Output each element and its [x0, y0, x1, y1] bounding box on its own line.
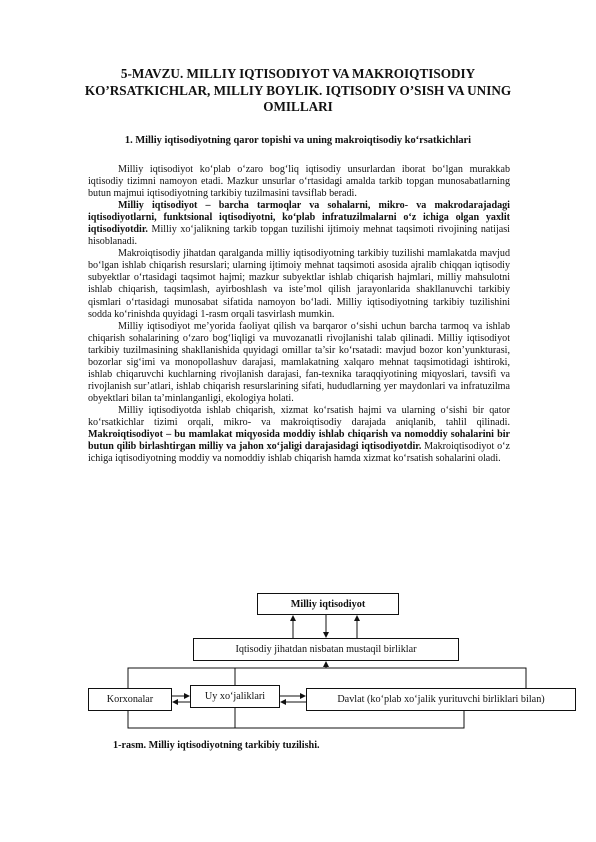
paragraph-4: Milliy iqtisodiyot me’yorida faoliyat qilish va barqaror o‘sishi uchun barcha tarmoq va ishlab chiqarish sohalarining o‘zaro bog‘liqligi va muvozanatli rivojlanishi talab qilinadi. Milliy iqtisodiyot tarkibiy tuzilmasining shakllanishida quyidagi omillar ta’sir ko‘rsatadi: mavjud bozor kon’yunkturasi, bozorlar sig‘imi va monopollashuv darajasi, mamlakatning xalqaro mehnat taqsimotidagi ishtiroki, ishlab chiqaruvchi kuchlarning rivojlanish darajasi, fan-texnika taraqqiyotining miqyoslari, tavsifi va rivojlanish sur’atlari, ishlab chiqarish resurslarining sifati, hududlarning yer maydonlari va infratuzilma obyektlari bilan ta’minlanganligi, ekologiya holati.	[88, 320, 510, 404]
diagram-box-uy-xojaliklari: Uy xo‘jaliklari	[190, 685, 280, 708]
paragraph-2	[88, 200, 510, 248]
paragraph-5-start: Milliy iqtisodiyotda ishlab chiqarish, xizmat ko‘rsatish hajmi va ularning o‘sishi bir qator ko‘rsatkichlar tizimi orqali, mikro- va makroiqtisodiy darajada aniqlanib, tahlil qilinadi.	[88, 404, 510, 428]
diagram-box-davlat: Davlat (ko‘plab xo‘jalik yurituvchi birliklari bilan)	[306, 688, 576, 711]
definition-makroiqtisodiyot: Makroiqtisodiyot – bu mamlakat miqyosida moddiy ishlab chiqarish va nomoddiy sohalarini bir butun qilib birlashtirgan milliy va jahon xo‘jaligi darajasidagi iqtisodiyotdir.	[88, 429, 510, 453]
paragraph-3: Makroiqtisodiy jihatdan qaralganda milliy iqtisodiyotning tarkibiy tuzilishi mamlakatda mavjud bo‘lgan ishlab chiqarish resurslari; ularning ijtimoiy mehnat taqsimoti asosida ajralib chiqqan iqtisodiy subyektlar o‘rtasidagi taqsimot hajmi; mazkur subyektlar ishlab chiqarish hajmlari, milliy mahsulotni ishlab chiqarish, taqsimlash, ayirboshlash va iste’mol qilish jarayonlarida shakllanuvchi tarkibiy qismlari o‘rtasidagi munosabat sifatida namoyon bo‘ladi. Milliy iqtisodiyotning tarkibiy tuzilishini sodda ko‘rinishda quyidagi 1-rasm orqali tasvirlash mumkin.	[88, 248, 510, 320]
diagram-box-korxonalar: Korxonalar	[88, 688, 172, 711]
bus-top	[128, 668, 526, 688]
paragraph-5	[88, 405, 510, 465]
paragraph-5-end: Makroiqtisodiyot o‘z ichiga iqtisodiyotning moddiy va nomoddiy ishlab chiqarish hamda xizmat ko‘rsatish sohalarini oladi.	[88, 441, 511, 465]
body-text	[88, 164, 510, 465]
paragraph-2-rest: Milliy xo‘jalikning tarkib topgan tuzilishi ijtimoiy mehnat taqsimoti rivojining natijasi hisoblanadi.	[88, 224, 510, 248]
paragraph-1: Milliy iqtisodiyot ko‘plab o‘zaro bog‘liq iqtisodiy unsurlardan iborat bo‘lgan murakkab iqtisodiy tizimni namoyon etadi. Mazkur unsurlar o‘rtasidagi amalda tarkib topgan munosabatlarning butun majmui iqtisodiyotning tarkibiy tuzilmasini tavsiflab beradi.	[88, 164, 510, 200]
diagram-box-mustaqil-birliklar: Iqtisodiy jihatdan nisbatan mustaqil birliklar	[193, 638, 459, 661]
definition-milliy-iqtisodiyot: Milliy iqtisodiyot – barcha tarmoqlar va sohalarni, mikro- va makrodarajadagi iqtisodiyotlarni, funktsional iqtisodiyotni, ko‘plab infratuzilmalarni o‘z ichiga olgan yaxlit iqtisodiyotdir.	[88, 200, 510, 236]
page-title: 5-MAVZU. MILLIY IQTISODIYOT VA MAKROIQTISODIY KO’RSATKICHLAR, MILLIY BOYLIK. IQTISODIY O’SISH VA UNING OMILLARI	[84, 66, 512, 114]
diagram-box-milliy-iqtisodiyot: Milliy iqtisodiyot	[257, 593, 399, 615]
section-heading: 1. Milliy iqtisodiyotning qaror topishi va uning makroiqtisodiy ko‘rsatkichlari	[124, 135, 472, 146]
bus-bottom	[128, 711, 464, 728]
figure-caption: 1-rasm. Milliy iqtisodiyotning tarkibiy tuzilishi.	[113, 740, 320, 751]
